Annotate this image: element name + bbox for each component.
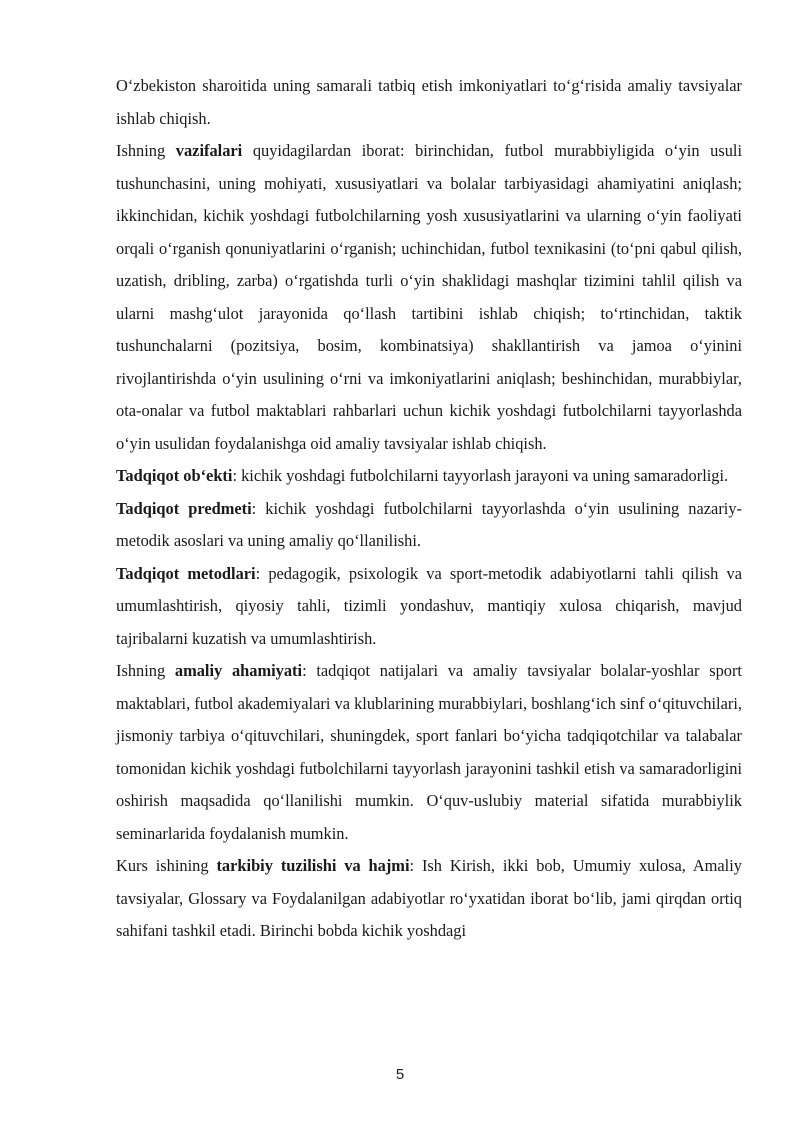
paragraph-text: O‘zbekiston sharoitida uning samarali tatbiq etish imkoniyatlari to‘g‘risida amaliy tavsiyalar ishlab chiqish. <box>116 76 742 128</box>
paragraph-tasks <box>116 135 742 460</box>
paragraph-text: quyidagilardan iborat: birinchidan, futbol murabbiyligida o‘yin usuli tushunchasini, uning mohiyati, xususiyatlari va bolalar tarbiyasidagi ahamiyatini aniqlash; ikkinchidan, kichik yoshdagi futbolchilarning yosh xususiyatlarini va ularning o‘yin faoliyati orqali o‘rganish qonuniyatlarini o‘rganish; uchinchidan, futbol texnikasini (to‘pni qabul qilish, uzatish, dribling, zarba) o‘rgatishda turli o‘yin shaklidagi mashqlar tizimini tahlil qilish va ularni mashg‘ulot jarayonida qo‘llash tartibini ishlab chiqish; to‘rtinchidan, taktik tushunchalarni (pozitsiya, bosim, kombinatsiya) shakllantirish va jamoa o‘yinini rivojlantirishda o‘yin usulining o‘rni va imkoniyatlarini aniqlash; beshinchidan, murabbiylar, ota-onalar va futbol maktablari rahbarlari uchun kichik yoshdagi futbolchilarni tayyorlashda o‘yin usulidan foydalanishga oid amaliy tavsiyalar ishlab chiqish. <box>116 141 743 453</box>
paragraph-text: : kichik yoshdagi futbolchilarni tayyorlashda o‘yin usulining nazariy-metodik asoslari va uning amaliy qo‘llanilishi. <box>116 498 742 550</box>
paragraph-text: : pedagogik, psixologik va sport-metodik adabiyotlarni tahli qilish va umumlashtirish, qiyosiy tahli, tizimli yondashuv, mantiqiy xulosa chiqarish, mavjud tajribalarni kuzatish va umumlashtirish. <box>116 563 742 648</box>
document-body <box>116 70 742 948</box>
paragraph-term: vazifalari <box>175 141 243 160</box>
paragraph-text: : tadqiqot natijalari va amaliy tavsiyalar bolalar-yoshlar sport maktablari, futbol akademiyalari va klublarining murabbiylari, boshlang‘ich sinf o‘qituvchilari, jismoniy tarbiya o‘qituvchilari, shuningdek, sport fanlari bo‘yicha tadqiqotchilar va talabalar tomonidan kichik yoshdagi futbolchilarni tayyorlash jarayonini tashkil etish va samaradorligini oshirish maqsadida qo‘llanilishi mumkin. O‘quv-uslubiy material sifatida murabbiylik seminarlarida foydalanish mumkin. <box>116 661 742 843</box>
paragraph-practical-significance <box>116 655 742 850</box>
paragraph-research-subject <box>116 493 742 558</box>
paragraph-goal-continuation <box>116 70 742 135</box>
paragraph-text: : kichik yoshdagi futbolchilarni tayyorlash jarayoni va uning samaradorligi. <box>232 466 729 485</box>
paragraph-lead: Kurs ishining <box>116 856 217 875</box>
paragraph-term: Tadqiqot predmeti <box>116 498 252 518</box>
paragraph-term: Tadqiqot metodlari <box>116 563 256 583</box>
paragraph-term: Tadqiqot ob‘ekti <box>116 466 233 485</box>
paragraph-term: tarkibiy tuzilishi va hajmi <box>216 856 410 875</box>
paragraph-research-object <box>116 460 742 493</box>
paragraph-lead: Ishning <box>116 141 176 160</box>
paragraph-text: : Ish Kirish, ikki bob, Umumiy xulosa, Amaliy tavsiyalar, Glossary va Foydalanilgan adabiyotlar ro‘yxatidan iborat bo‘lib, jami qirqdan ortiq sahifani tashkil etadi. Birinchi bobda kichik yoshdagi <box>116 856 742 940</box>
paragraph-lead: Ishning <box>116 661 175 680</box>
paragraph-research-methods <box>116 558 742 656</box>
page-number: 5 <box>395 1066 405 1083</box>
paragraph-term: amaliy ahamiyati <box>174 661 303 680</box>
paragraph-structure <box>116 850 742 948</box>
